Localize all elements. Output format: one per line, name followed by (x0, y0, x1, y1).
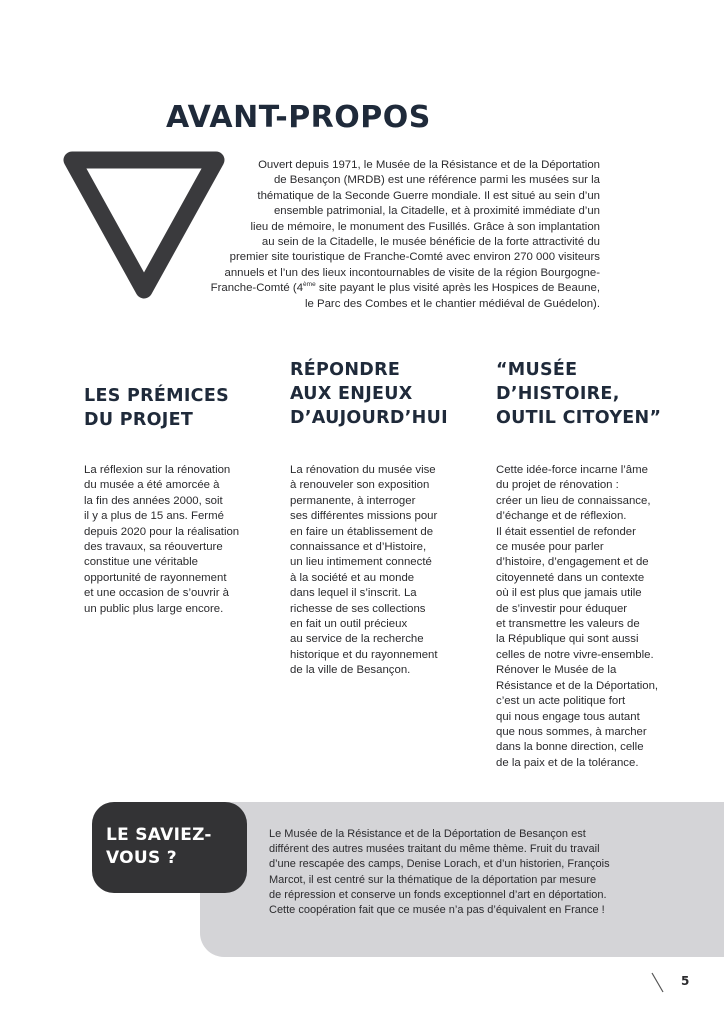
column-body-enjeux (290, 463, 438, 679)
body-line: permanente, à interroger (290, 494, 416, 507)
body-line: historique et du rayonnement (290, 648, 438, 661)
body-line: du projet de rénovation : (496, 479, 619, 492)
body-line: la fin des années 2000, soit (84, 494, 223, 507)
heading-line: OUTIL CITOYEN” (496, 408, 662, 428)
intro-line: thématique de la Seconde Guerre mondiale. Il est situé au sein d’un (257, 189, 600, 202)
intro-line: de Besançon (MRDB) est une référence parmi les musées sur la (273, 174, 600, 187)
body-line: la République qui sont aussi (496, 633, 639, 646)
column-body-citoyen (496, 463, 658, 771)
body-line: en faire un établissement de (290, 525, 434, 538)
body-line: opportunité de rayonnement (84, 571, 227, 584)
body-line: que nous sommes, à marcher (496, 725, 647, 738)
heading-line: VOUS ? (106, 848, 177, 868)
intro-text: site payant le plus visité après les Hospices de Beaune, (315, 282, 600, 295)
intro-line: annuels et l’un des lieux incontournables de visite de la région Bourgogne- (224, 266, 600, 279)
body-line: d’échange et de réflexion. (496, 510, 627, 523)
column-heading-enjeux (290, 358, 448, 430)
body-line: depuis 2020 pour la réalisation (84, 525, 240, 538)
body-line: de répression et conserve un fonds exceptionnel d’art en déportation. (269, 888, 607, 901)
intro-line (180, 281, 600, 296)
heading-line: D’AUJOURD’HUI (290, 408, 448, 428)
heading-line: D’HISTOIRE, (496, 384, 620, 404)
body-line: dans la bonne direction, celle (496, 741, 644, 754)
did-you-know-body (269, 827, 610, 918)
body-line: Il était essentiel de refonder (496, 525, 636, 538)
body-line: différent des autres musées traitant du même thème. Fruit du travail (269, 843, 600, 856)
body-line: à renouveler son exposition (290, 479, 430, 492)
body-line: celles de notre vivre-ensemble. (496, 648, 654, 661)
body-line: ce musée pour parler (496, 541, 604, 554)
body-line: un lieu intimement connecté (290, 556, 432, 569)
body-line: il y a plus de 15 ans. Fermé (84, 510, 224, 523)
body-line: constitue une véritable (84, 556, 198, 569)
body-line: Cette coopération fait que ce musée n’a pas d’équivalent en France ! (269, 904, 605, 917)
body-line: d’une rescapée des camps, Denise Lorach, et d’un historien, François (269, 858, 610, 871)
body-line: citoyenneté dans un contexte (496, 571, 645, 584)
heading-line: LES PRÉMICES (84, 386, 229, 406)
body-line: Résistance et de la Déportation, (496, 679, 659, 692)
body-line: de la paix et de la tolérance. (496, 756, 639, 769)
body-line: des travaux, sa réouverture (84, 541, 223, 554)
body-line: en fait un outil précieux (290, 618, 408, 631)
heading-line: “MUSÉE (496, 360, 578, 380)
intro-paragraph (180, 158, 600, 312)
heading-line: AUX ENJEUX (290, 384, 413, 404)
heading-line: RÉPONDRE (290, 360, 401, 380)
body-line: de s’investir pour éduquer (496, 602, 628, 615)
body-line: c’est un acte politique fort (496, 695, 626, 708)
intro-line: le Parc des Combes et le chantier médiéval de Guédelon). (304, 297, 600, 310)
body-line: d’histoire, d’engagement et de (496, 556, 649, 569)
did-you-know-heading (106, 824, 247, 870)
column-heading-citoyen (496, 358, 661, 430)
body-line: créer un lieu de connaissance, (496, 494, 651, 507)
intro-text: Franche-Comté (4 (210, 282, 304, 295)
intro-line: lieu de mémoire, le monument des Fusillés. Grâce à son implantation (250, 220, 600, 233)
body-line: à la société et au monde (290, 571, 415, 584)
body-line: au service de la recherche (290, 633, 424, 646)
body-line: un public plus large encore. (84, 602, 224, 615)
did-you-know-label-box (92, 802, 247, 893)
page-number: 5 (681, 974, 690, 988)
body-line: connaissance et d’Histoire, (290, 541, 427, 554)
body-line: et transmettre les valeurs de (496, 618, 640, 631)
intro-line: Ouvert depuis 1971, le Musée de la Résistance et de la Déportation (258, 159, 600, 171)
page-divider-slash-icon (650, 972, 666, 994)
page-title: AVANT-PROPOS (166, 100, 431, 135)
heading-line: LE SAVIEZ- (106, 825, 212, 845)
heading-line: DU PROJET (84, 410, 194, 430)
column-heading-premices (84, 384, 229, 432)
body-line: où il est plus que jamais utile (496, 587, 642, 600)
body-line: Rénover le Musée de la (496, 664, 617, 677)
body-line: Cette idée-force incarne l’âme (496, 464, 648, 476)
body-line: ses différentes missions pour (290, 510, 438, 523)
body-line: La rénovation du musée vise (290, 464, 436, 476)
body-line: Marcot, il est centré sur la thématique de la déportation par mesure (269, 873, 597, 886)
body-line: du musée a été amorcée à (84, 479, 220, 492)
intro-line: au sein de la Citadelle, le musée bénéficie de la forte attractivité du (261, 236, 600, 249)
body-line: et une occasion de s’ouvrir à (84, 587, 229, 600)
body-line: Le Musée de la Résistance et de la Déportation de Besançon est (269, 828, 586, 840)
ordinal-superscript: ème (303, 281, 316, 289)
body-line: richesse de ses collections (290, 602, 426, 615)
intro-line: ensemble patrimonial, la Citadelle, et à proximité immédiate d’un (273, 205, 600, 218)
body-line: qui nous engage tous autant (496, 710, 640, 723)
body-line: La réflexion sur la rénovation (84, 464, 231, 476)
column-body-premices (84, 463, 239, 617)
intro-line: premier site touristique de Franche-Comté avec environ 270 000 visiteurs (229, 251, 600, 264)
body-line: dans lequel il s’inscrit. La (290, 587, 417, 600)
body-line: de la ville de Besançon. (290, 664, 411, 677)
